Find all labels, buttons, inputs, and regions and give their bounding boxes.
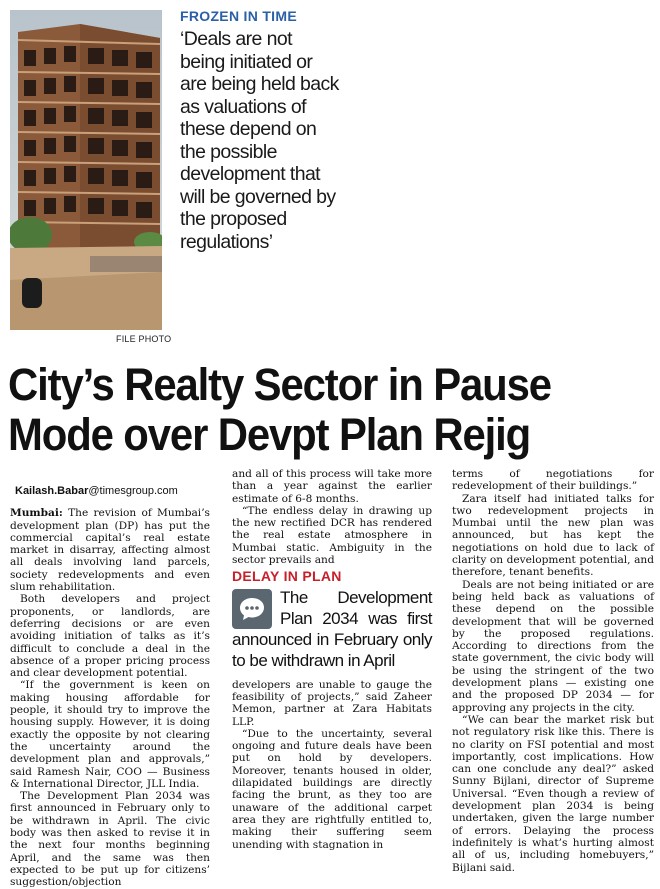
delay-kicker: DELAY IN PLAN xyxy=(232,568,342,585)
byline xyxy=(15,485,210,497)
article-paragraph: developers are unable to gauge the feasibility of projects,” said Zaheer Memon, partner at Zara Habitats LLP. xyxy=(232,678,432,728)
speech-bubble-icon xyxy=(232,589,272,629)
headline: City’s Realty Sector in Pause Mode over Devpt Plan Rejig xyxy=(8,359,551,460)
article-paragraph: Both developers and project proponents, or landlords, are deferring decisions or are even avoiding initiation of talks as it’s difficult to conclude a deal in the absence of a proper pricing process and clear development potential. xyxy=(10,593,210,680)
article-paragraph: “We can bear the market risk but not regulatory risk like this. There is no clarity on FSI potential and most importantly, cost implications. How can one conclude any deal?” asked Sunny Bijlani, director of Supreme Universal. “Even though a review of development plan 2034 is being undertaken, given the large number of errors. Delaying the process indefinitely is what’s hurting almost all of us, including homebuyers,” Bijlani said. xyxy=(452,713,654,874)
byline-domain: @timesgroup.com xyxy=(88,485,178,497)
article-column-1 xyxy=(10,468,210,889)
byline-name: Kailash.Babar xyxy=(15,485,89,497)
photo-caption: FILE PHOTO xyxy=(116,334,172,344)
delay-pullout xyxy=(232,570,432,670)
article-paragraph: “If the government is keen on making housing affordable for people, it should try to improve the housing supply. However, it is doing exactly the opposite by not clearing the uncertainty around the development plan and approvals,” said Ramesh Nair, COO — Business & International Director, JLL India. xyxy=(10,679,210,790)
building-photo xyxy=(10,10,162,330)
article-paragraph: “The endless delay in drawing up the new rectified DCR has rendered the real estate atmosphere in Mumbai static. Ambiguity in the sector prevails and xyxy=(232,504,432,567)
article-paragraph: “Due to the uncertainty, several ongoing and future deals have been put on hold by developers. Moreover, tenants housed in older, dilapidated buildings are directly facing the brunt, as they too are unaware of the additional carpet area they are rightfully entitled to, making their suffering seem unending with stagnation in xyxy=(232,727,432,851)
article-paragraph: Zara itself had initiated talks for two redevelopment projects in Mumbai until the new plan was announced, but has kept the negotiations on hold due to lack of clarity on development potential, and therefore, tenant benefits. xyxy=(452,492,654,579)
article-paragraph: Mumbai: The revision of Mumbai’s development plan (DP) has put the commercial capital’s real estate market in disarray, affecting almost all deals involving land parcels, society redevelopments and even slum rehabilitation. xyxy=(10,507,210,594)
delay-headline: The Development Plan 2034 was first announced in February only to be withdrawn in April xyxy=(232,587,432,670)
article-paragraph: The Development Plan 2034 was first announced in February only to be withdrawn in April. The civic body was then asked to revise it in the next four months beginning April, and the same was then expected to be put up for citizens’ suggestion/objection xyxy=(10,790,210,889)
article-paragraph: Deals are not being initiated or are being held back as valuations of these depend on the possible development that will be governed by the proposed regulations. According to directions from the state government, the civic body will be using the stringent of the two development plans — existing one and the proposed DP 2034 — for approving any projects in the city. xyxy=(452,578,654,714)
article-column-2 xyxy=(232,468,432,851)
frozen-quote: ‘Deals are not being initiated or are being held back as valuations of these depend on the possible development that will be governed by the proposed regulations’ xyxy=(180,28,339,253)
dateline: Mumbai: xyxy=(10,507,63,520)
article-column-3 xyxy=(452,468,654,874)
article-paragraph: terms of negotiations for redevelopment of their buildings.” xyxy=(452,468,654,493)
frozen-kicker: FROZEN IN TIME xyxy=(180,8,297,24)
article-paragraph: and all of this process will take more than a year against the earlier estimate of 6-8 months. xyxy=(232,468,432,505)
